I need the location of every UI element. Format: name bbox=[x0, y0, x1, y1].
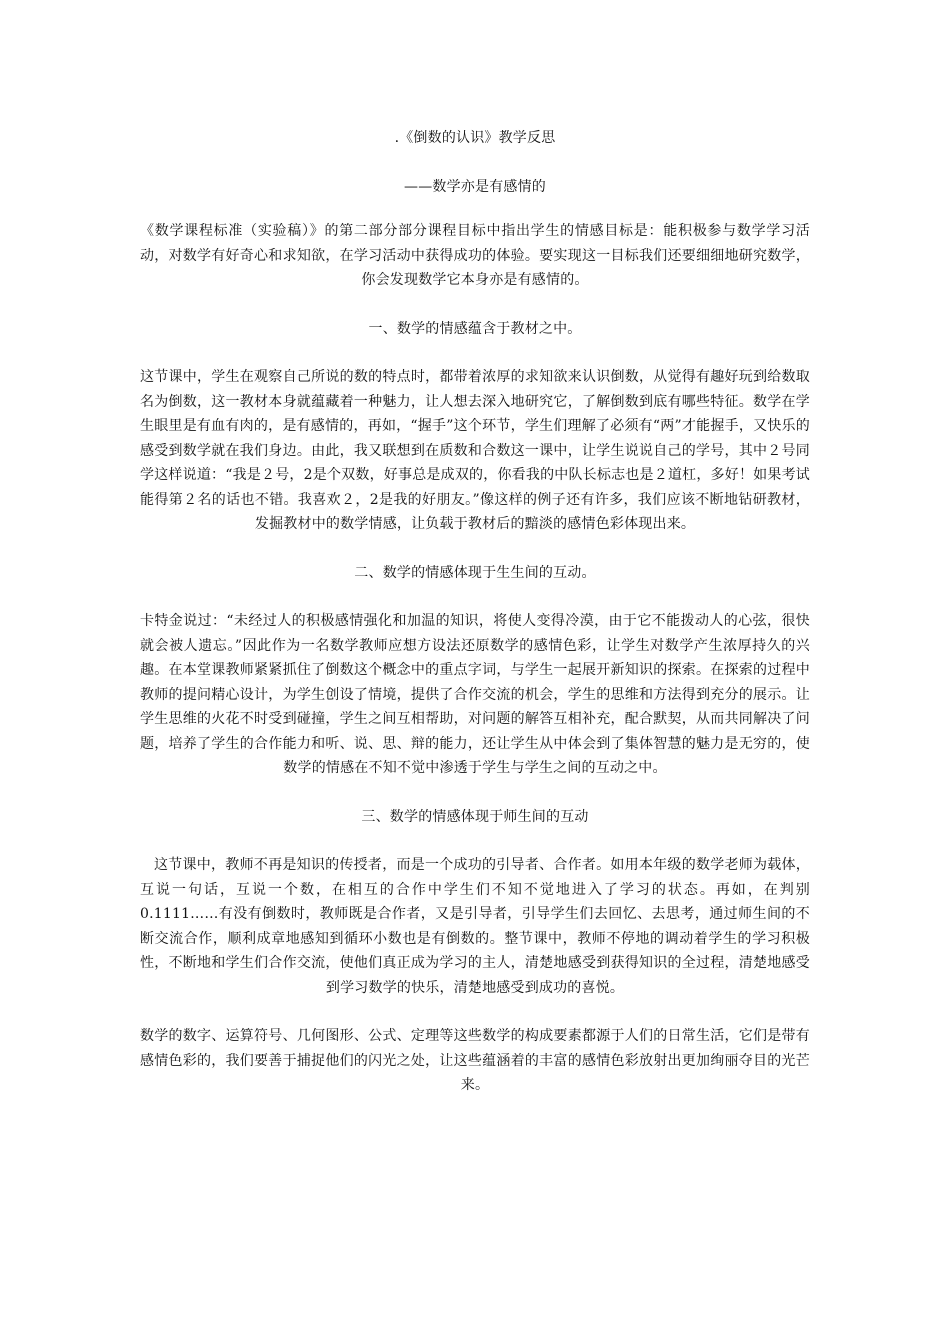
section-2-paragraph: 卡特金说过：“未经过人的积极感情强化和加温的知识，将使人变得冷漠，由于它不能拨动人的心弦，很快就会被人遗忘。”因此作为一名数学教师应想方设法还原数学的感情色彩，让学生对数学产生浓厚持久的兴趣。在本堂课教师紧紧抓住了倒数这个概念中的重点字词，与学生一起展开新知识的探索。在探索的过程中教师的提问精心设计，为学生创设了情境，提供了合作交流的机会，学生的思维和方法得到充分的展示。让学生思维的火花不时受到碰撞，学生之间互相帮助，对问题的解答互相补充，配合默契，从而共同解决了问题，培养了学生的合作能力和听、说、思、辩的能力，还让学生从中体会到了集体智慧的魅力是无穷的，使数学的情感在不知不觉中渗透于学生与学生之间的互动之中。 bbox=[140, 613, 810, 776]
section-3-paragraph: 这节课中，教师不再是知识的传授者，而是一个成功的引导者、合作者。如用本年级的数学老师为载体，互说一句话，互说一个数，在相互的合作中学生们不知不觉地进入了学习的状态。再如，在判别0.1111……有没有倒数时，教师既是合作者，又是引导者，引导学生们去回忆、去思考，通过师生间的不断交流合作，顺利成章地感知到循环小数也是有倒数的。整节课中，教师不停地的调动着学生的学习积极性，不断地和学生们合作交流，使他们真正成为学习的主人，清楚地感受到获得知识的全过程，清楚地感受到学习数学的快乐，清楚地感受到成功的喜悦。 bbox=[140, 857, 810, 996]
section-2-heading: 二、数学的情感体现于生生间的互动。 bbox=[354, 565, 596, 581]
section-1-heading: 一、数学的情感蕴含于教材之中。 bbox=[368, 321, 582, 337]
section-3-heading: 三、数学的情感体现于师生间的互动 bbox=[361, 809, 589, 825]
conclusion-paragraph: 数学的数字、运算符号、几何图形、公式、定理等这些数学的构成要素都源于人们的日常生活，它们是带有感情色彩的，我们要善于捕捉他们的闪光之处，让这些蕴涵着的丰富的感情色彩放射出更加绚丽夺目的光芒来。 bbox=[140, 1028, 810, 1093]
intro-paragraph: 《数学课程标准（实验稿）》的第二部分部分课程目标中指出学生的情感目标是：能积极参与数学学习活动，对数学有好奇心和求知欲，在学习活动中获得成功的体验。要实现这一目标我们还要细细地研究数学，你会发现数学它本身亦是有感情的。 bbox=[140, 223, 810, 288]
document-subtitle: ——数学亦是有感情的 bbox=[404, 179, 546, 195]
document-title: .《倒数的认识》教学反思 bbox=[394, 130, 556, 146]
section-1-paragraph: 这节课中，学生在观察自己所说的数的特点时，都带着浓厚的求知欲来认识倒数，从觉得有趣好玩到给数取名为倒数，这一教材本身就蕴藏着一种魅力，让人想去深入地研究它，了解倒数到底有哪些特征。数学在学生眼里是有血有肉的，是有感情的，再如，“握手”这个环节，学生们理解了必须有“两”才能握手，又快乐的感受到数学就在我们身边。由此，我又联想到在质数和合数这一课中，让学生说说自己的学号，其中２号同学这样说道：“我是２号，2是个双数，好事总是成双的，你看我的中队长标志也是２道杠，多好！如果考试能得第２名的话也不错。我喜欢２，2是我的好朋友。”像这样的例子还有许多，我们应该不断地钻研教材，发掘教材中的数学情感，让负载于教材后的黯淡的感情色彩体现出来。 bbox=[140, 369, 810, 532]
